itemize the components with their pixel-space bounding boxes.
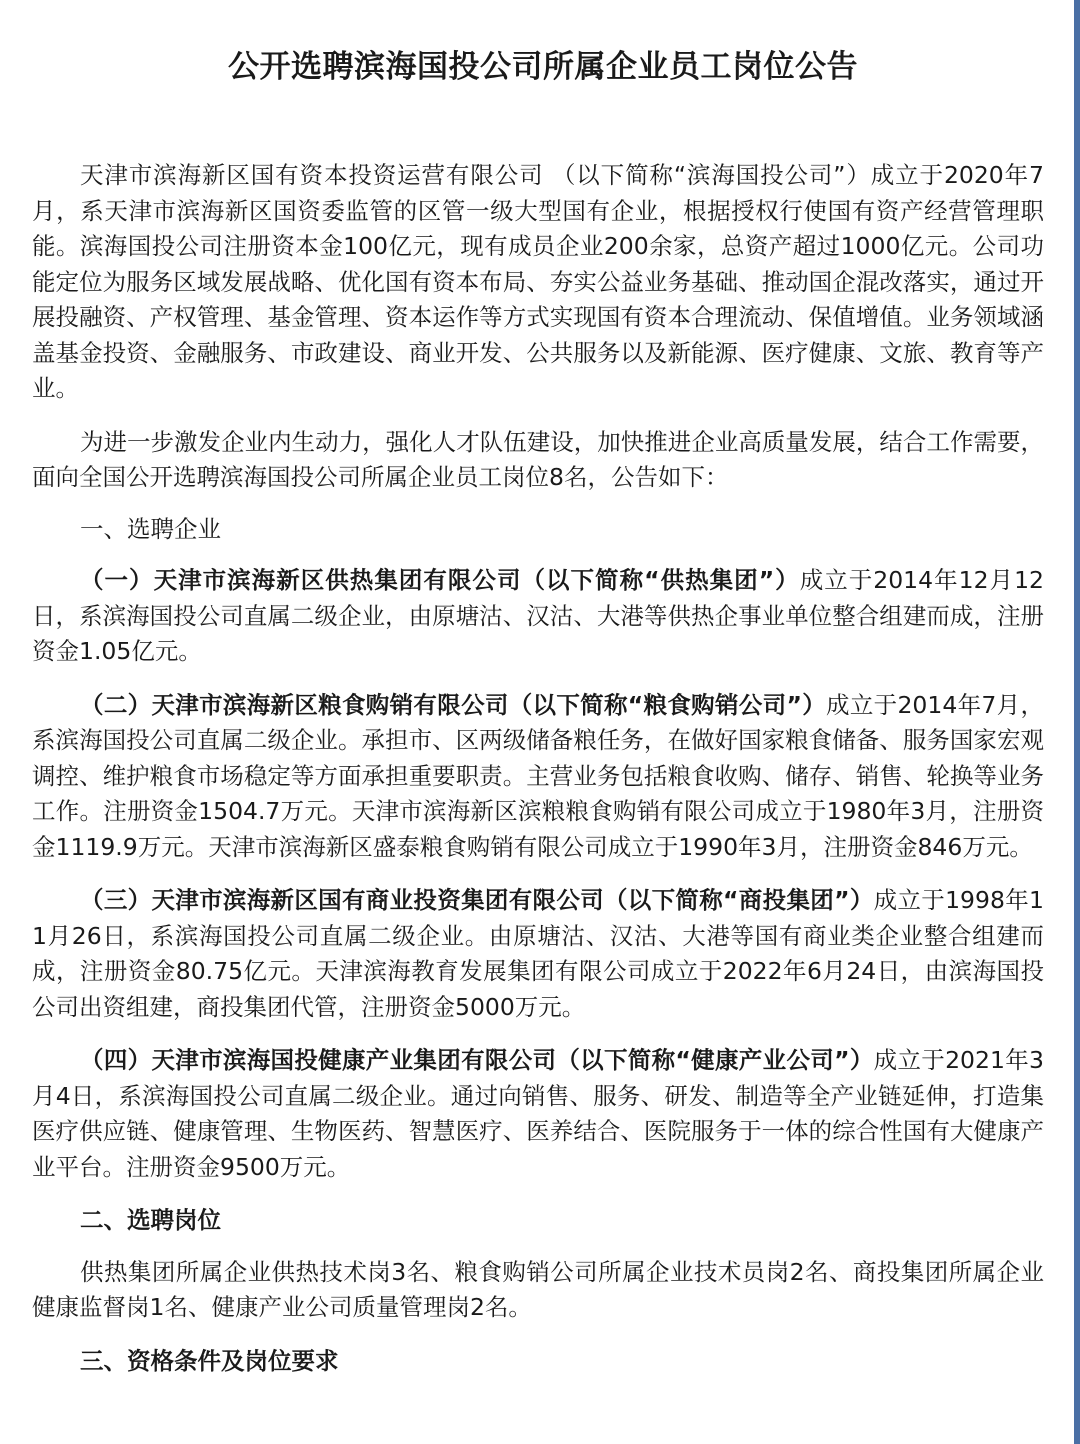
- section-1-heading: 一、选聘企业: [80, 514, 221, 543]
- section-2-heading: 二、选聘岗位: [80, 1206, 221, 1234]
- company-4-name: （四）天津市滨海国投健康产业集团有限公司（以下简称“健康产业公司”）: [80, 1046, 874, 1074]
- company-1-description: 成立于2014年12月12日，系滨海国投公司直属二级企业，由原塘沽、汉沽、大港等供热企事业单位整合组建而成，注册资金1.05亿元。: [32, 566, 1044, 665]
- company-1-name: （一）天津市滨海新区供热集团有限公司（以下简称“供热集团”）: [80, 566, 800, 594]
- company-3-description: 成立于1998年11月26日，系滨海国投公司直属二级企业。由原塘沽、汉沽、大港等国有商业类企业整合组建而成，注册资金80.75亿元。天津滨海教育发展集团有限公司成立于2022年6月24日，由滨海国投公司出资组建，商投集团代管，注册资金5000万元。: [32, 886, 1044, 1021]
- page-title: 公开选聘滨海国投公司所属企业员工岗位公告: [228, 49, 858, 85]
- intro-paragraph-1: 天津市滨海新区国有资本投资运营有限公司 （以下简称“滨海国投公司”）成立于2020年7月，系天津市滨海新区国资委监管的区管一级大型国有企业，根据授权行使国有资产经营管理职能。滨海国投公司注册资本金100亿元，现有成员企业200余家，总资产超过1000亿元。公司功能定位为服务区域发展战略、优化国有资本布局、夯实公益业务基础、推动国企混改落实，通过开展投融资、产权管理、基金管理、资本运作等方式实现国有资本合理流动、保值增值。业务领域涵盖基金投资、金融服务、市政建设、商业开发、公共服务以及新能源、医疗健康、文旅、教育等产业。: [32, 161, 1044, 402]
- company-3-name: （三）天津市滨海新区国有商业投资集团有限公司（以下简称“商投集团”）: [80, 886, 874, 914]
- company-paragraph-4: [32, 1043, 1044, 1185]
- scrollbar[interactable]: [1074, 0, 1080, 1444]
- company-paragraph-1: [32, 563, 1044, 670]
- company-2-name: （二）天津市滨海新区粮食购销有限公司（以下简称“粮食购销公司”）: [80, 690, 827, 719]
- company-paragraph-3: [32, 883, 1044, 1025]
- company-2-description: 成立于2014年7月，系滨海国投公司直属二级企业。承担市、区两级储备粮任务，在做好国家粮食储备、服务国家宏观调控、维护粮食市场稳定等方面承担重要职责。主营业务包括粮食收购、储存、销售、轮换等业务工作。注册资金1504.7万元。天津市滨海新区滨粮粮食购销有限公司成立于1980年3月，注册资金1119.9万元。天津市滨海新区盛泰粮食购销有限公司成立于1990年3月，注册资金846万元。: [32, 690, 1045, 861]
- section-2-body: 供热集团所属企业供热技术岗3名、粮食购销公司所属企业技术员岗2名、商投集团所属企业健康监督岗1名、健康产业公司质量管理岗2名。: [32, 1257, 1044, 1321]
- section-3-heading: 三、资格条件及岗位要求: [80, 1346, 339, 1375]
- document-body: [32, 0, 1044, 1379]
- intro-paragraph-2: 为进一步激发企业内生动力，强化人才队伍建设，加快推进企业高质量发展，结合工作需要，面向全国公开选聘滨海国投公司所属企业员工岗位8名，公告如下：: [32, 427, 1044, 491]
- company-paragraph-2: [32, 688, 1044, 866]
- company-4-description: 成立于2021年3月4日，系滨海国投公司直属二级企业。通过向销售、服务、研发、制造等全产业链延伸，打造集医疗供应链、健康管理、生物医药、智慧医疗、医养结合、医院服务于一体的综合性国有大健康产业平台。注册资金9500万元。: [32, 1046, 1044, 1181]
